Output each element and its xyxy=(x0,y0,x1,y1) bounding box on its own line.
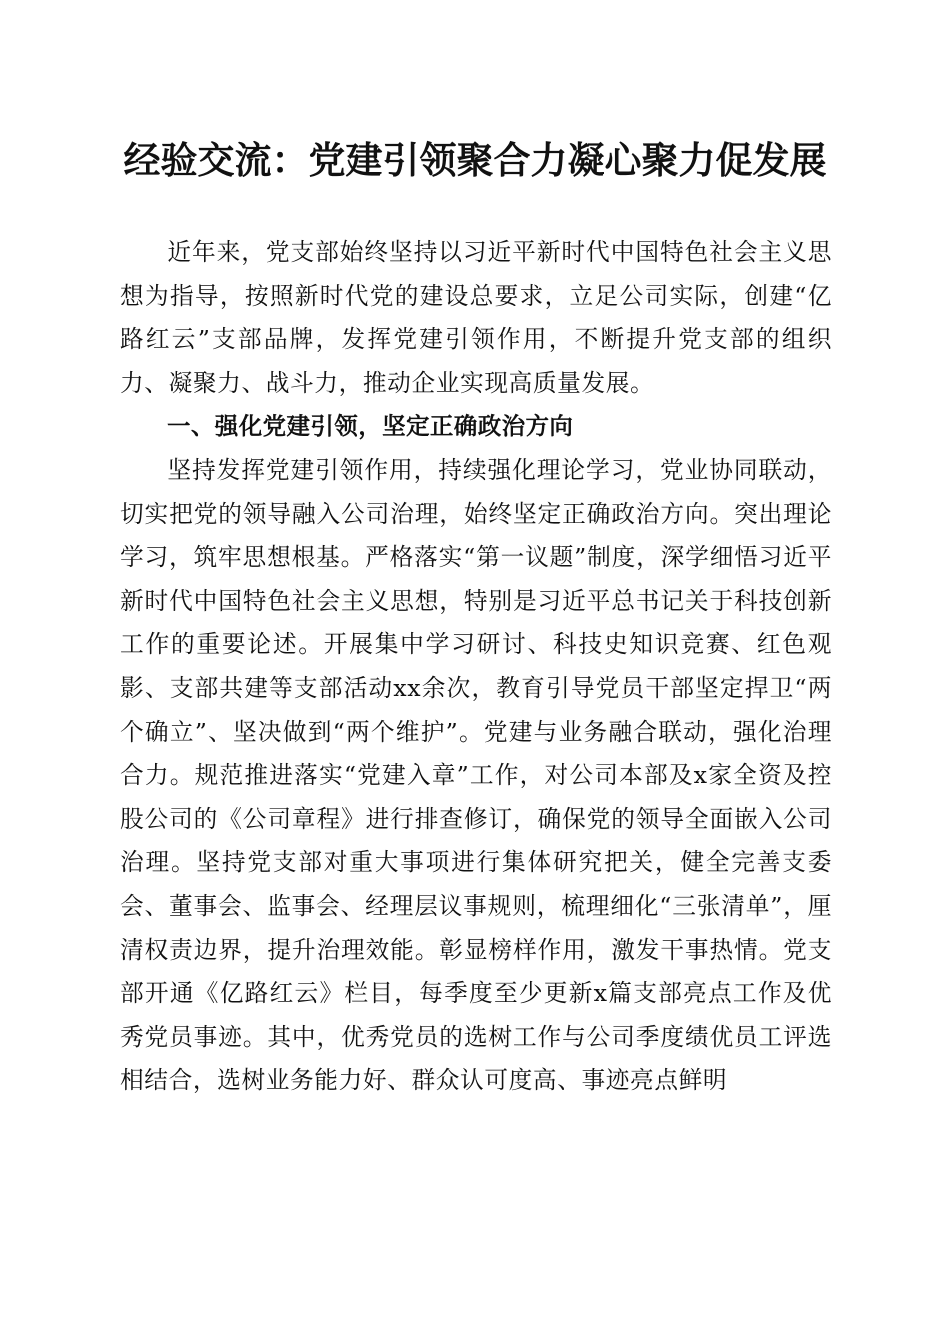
document-title: 经验交流：党建引领聚合力凝心聚力促发展 xyxy=(123,139,827,182)
intro-paragraph: 近年来，党支部始终坚持以习近平新时代中国特色社会主义思想为指导，按照新时代党的建设总要求，立足公司实际，创建“亿路红云”支部品牌，发挥党建引领作用，不断提升党支部的组织力、凝聚力、战斗力，推动企业实现高质量发展。 xyxy=(120,238,832,397)
document-body xyxy=(120,231,832,1103)
section-heading-1: 一、强化党建引领，坚定正确政治方向 xyxy=(167,412,574,441)
section-1-paragraph: 坚持发挥党建引领作用，持续强化理论学习，党业协同联动，切实把党的领导融入公司治理，始终坚定正确政治方向。突出理论学习，筑牢思想根基。严格落实“第一议题”制度，深学细悟习近平新时代中国特色社会主义思想，特别是习近平总书记关于科技创新工作的重要论述。开展集中学习研讨、科技史知识竞赛、红色观影、支部共建等支部活动xx余次，教育引导党员干部坚定捍卫“两个确立”、坚决做到“两个维护”。党建与业务融合联动，强化治理合力。规范推进落实“党建入章”工作，对公司本部及x家全资及控股公司的《公司章程》进行排查修订，确保党的领导全面嵌入公司治理。坚持党支部对重大事项进行集体研究把关，健全完善支委会、董事会、监事会、经理层议事规则，梳理细化“三张清单”，厘清权责边界，提升治理效能。彰显榜样作用，激发干事热情。党支部开通《亿路红云》栏目，每季度至少更新x篇支部亮点工作及优秀党员事迹。其中，优秀党员的选树工作与公司季度绩优员工评选相结合，选树业务能力好、群众认可度高、事迹亮点鲜明 xyxy=(120,455,832,1095)
